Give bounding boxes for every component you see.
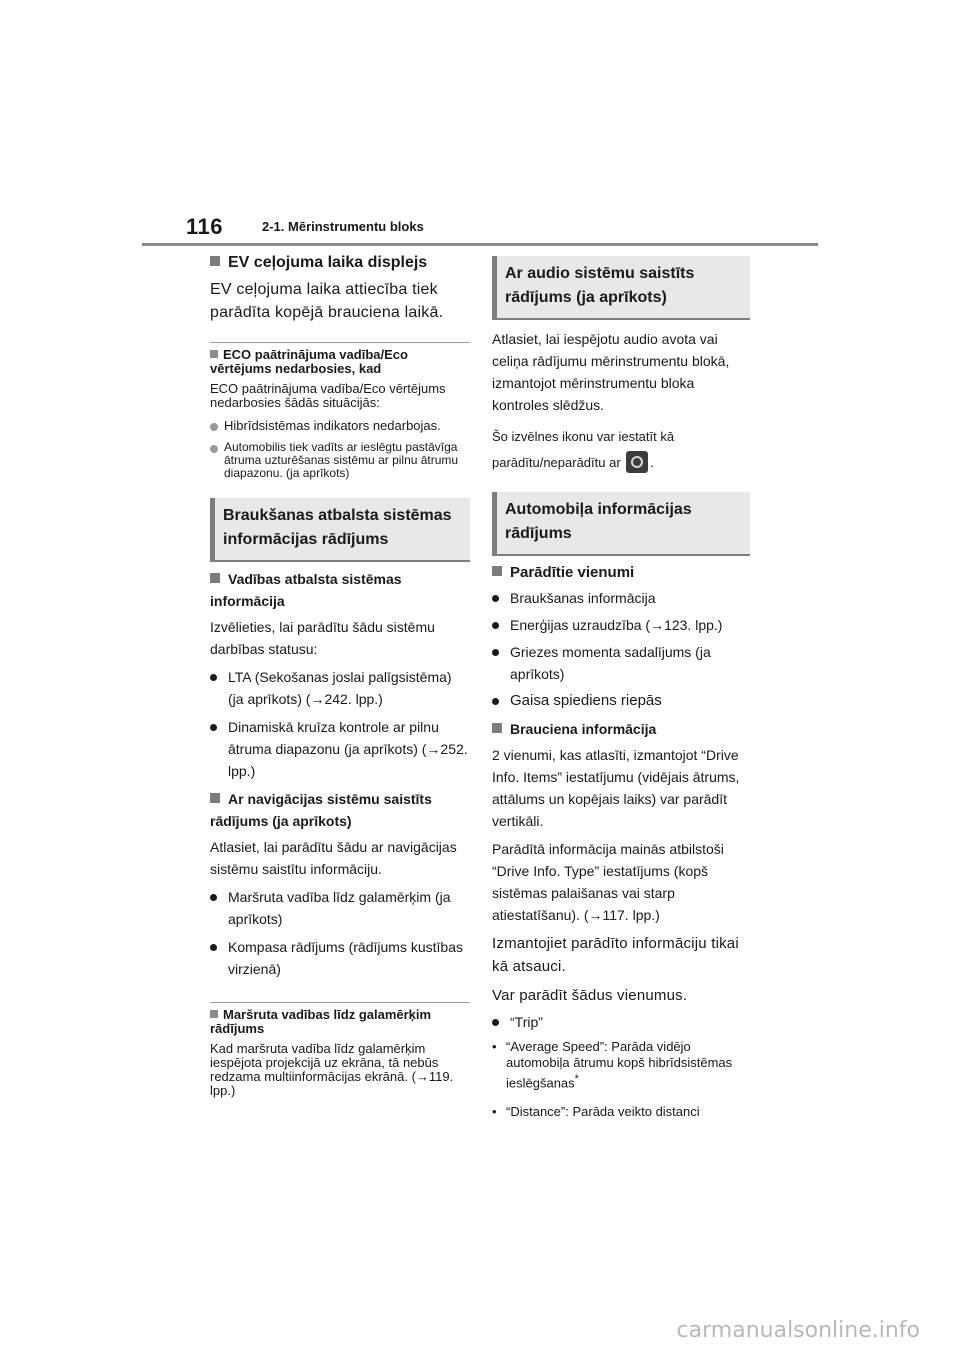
bullet-icon — [210, 894, 217, 901]
gear-icon — [626, 451, 648, 473]
eco-item-2: Automobilis tiek vadīts ar ieslēgtu pastāvīga ātruma uzturēšanas sistēmu ar pilnu ātrumu diapazonu. (ja aprīkots) — [210, 441, 470, 480]
square-bullet-icon — [210, 1010, 218, 1018]
icon-text: Šo izvēlnes ikonu var iestatīt kā parādītu/neparādītu ar . — [492, 424, 750, 476]
header-rule — [142, 243, 818, 246]
driving-text: Izvēlieties, lai parādītu šādu sistēmu darbības statusu: — [210, 619, 435, 657]
driving-item-1: LTA (Sekošanas joslai palīgsistēma) (ja aprīkots) (→242. lpp.) — [210, 666, 470, 710]
eco-item-1: Hibrīdsistēmas indikators nedarbojas. — [210, 419, 470, 433]
eco-heading: ECO paātrinājuma vadība/Eco vērtējums nedarbosies, kad — [210, 347, 408, 376]
reference-text: Izmantojiet parādīto informāciju tikai kā atsauci. — [492, 935, 739, 975]
square-bullet-icon — [210, 350, 218, 358]
nav-item-1: Maršruta vadība līdz galamērķim (ja aprīkots) — [210, 886, 470, 930]
bullet-icon — [210, 445, 218, 453]
audio-text: Atlasiet, lai iespējotu audio avota vai celiņa rādījumu mērinstrumentu blokā, izmantojot mērinstrumentu bloka kontroles slēdžus. — [492, 331, 730, 413]
bullet-icon — [210, 944, 217, 951]
bullet-icon — [492, 595, 499, 602]
audio-box: Ar audio sistēmu saistīts rādījums (ja aprīkots) — [492, 256, 750, 320]
vehicle-info-box: Automobiļa informācijas rādījums — [492, 492, 750, 556]
nav-item-2: Kompasa rādījums (rādījums kustības virzienā) — [210, 936, 470, 980]
square-bullet-icon — [210, 793, 220, 803]
nav-heading: Ar navigācijas sistēmu saistīts rādījums (ja aprīkots) — [210, 791, 432, 829]
vehicle-item-4: Gaisa spiediens riepās — [492, 690, 750, 712]
driving-heading: Vadības atbalsta sistēmas informācija — [210, 571, 402, 609]
vehicle-item-1: Braukšanas informācija — [492, 587, 750, 609]
square-bullet-icon — [210, 256, 220, 266]
square-bullet-icon — [210, 573, 220, 583]
route-text: Kad maršruta vadība līdz galamērķim iespējota projekcijā uz ekrāna, tā nebūs redzama multiinformācijas ekrānā. (→119. lpp.) — [210, 1041, 454, 1098]
items-heading: Parādītie vienumi — [492, 564, 750, 581]
bullet-icon — [492, 698, 499, 705]
divider — [210, 1002, 470, 1003]
bullet-icon — [210, 724, 217, 731]
divider — [210, 342, 470, 343]
bullet-icon — [492, 1019, 499, 1026]
driving-support-box: Braukšanas atbalsta sistēmas informācijas rādījums — [210, 498, 470, 562]
bullet-icon — [492, 622, 499, 629]
trip-item: “Trip” — [492, 1011, 750, 1033]
driving-item-2: Dinamiskā kruīza kontrole ar pilnu ātruma diapazonu (ja aprīkots) (→252. lpp.) — [210, 716, 470, 782]
bullet-icon — [210, 674, 217, 681]
trip-text-2: Parādītā informācija mainās atbilstoši “Drive Info. Type” iestatījums (kopš sistēmas palaišanas vai starp atiestatīšanu). (→117. lpp.) — [492, 841, 724, 923]
square-bullet-icon — [492, 723, 502, 733]
bullet-icon — [210, 423, 218, 431]
square-bullet-icon — [492, 566, 502, 576]
sub-item-2: • “Distance”: Parāda veikto distanci — [492, 1104, 700, 1120]
page-number: 116 — [186, 214, 223, 239]
nav-text: Atlasiet, lai parādītu šādu ar navigācijas sistēmu saistītu informāciju. — [210, 839, 457, 877]
watermark: carmanualsonline.info — [676, 1318, 920, 1343]
bullet-icon — [492, 649, 499, 656]
route-heading: Maršruta vadības līdz galamērķim rādījums — [210, 1007, 432, 1036]
sub-item-1: • “Average Speed”: Parāda vidējo automobiļa ātrumu kopš hibrīdsistēmas ieslēgšanas* — [492, 1039, 733, 1091]
can-show-text: Var parādīt šādus vienumus. — [492, 987, 688, 1004]
vehicle-item-3: Griezes momenta sadalījums (ja aprīkots) — [492, 641, 750, 685]
right-column — [492, 256, 750, 1133]
eco-text: ECO paātrinājuma vadība/Eco vērtējums nedarbosies šādās situācijās: — [210, 381, 446, 410]
trip-heading: Brauciena informācija — [492, 718, 750, 740]
trip-text-1: 2 vienumi, kas atlasīti, izmantojot “Drive Info. Items” iestatījumu (vidējais ātrums, attālums un kopējais laiks) var parādīt vertikāli. — [492, 747, 740, 829]
vehicle-item-2: Enerģijas uzraudzība (→123. lpp.) — [492, 614, 750, 636]
ev-heading: EV ceļojuma laika displejs — [210, 254, 470, 272]
left-column — [210, 254, 470, 1098]
ev-text: EV ceļojuma laika attiecība tiek parādīta kopējā brauciena laikā. — [210, 281, 444, 321]
section-title: 2-1. Mērinstrumentu bloks — [262, 219, 424, 234]
